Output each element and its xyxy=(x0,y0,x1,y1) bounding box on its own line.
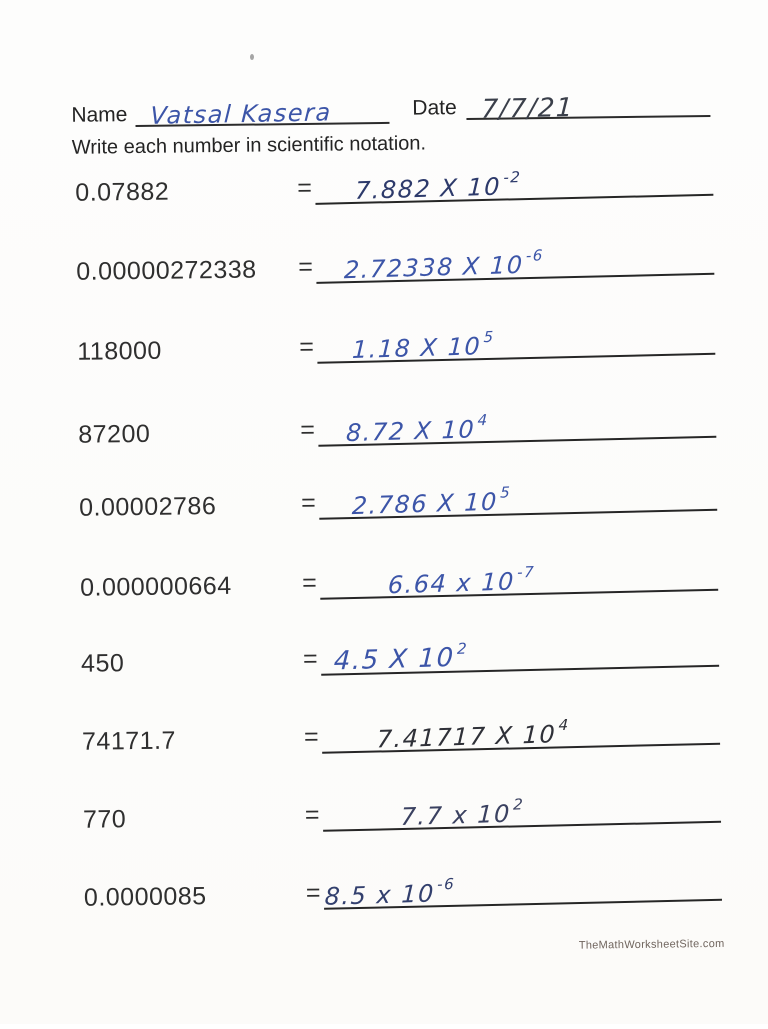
answer-value xyxy=(333,639,469,677)
problem-row xyxy=(0,230,766,287)
answer-main: 8.72 X 10 xyxy=(345,415,476,448)
answer-value xyxy=(387,562,536,600)
answer-exponent: 4 xyxy=(558,715,571,735)
problem-row xyxy=(6,856,768,913)
date-label: Date xyxy=(412,96,457,120)
answer-line xyxy=(317,317,716,364)
problem-number: 87200 xyxy=(78,419,151,449)
answer-value xyxy=(400,795,525,832)
answer-exponent: 2 xyxy=(512,795,525,814)
problem-number: 118000 xyxy=(77,336,163,366)
answer-line xyxy=(322,785,721,832)
answer-main: 7.882 X 10 xyxy=(354,172,502,205)
answer-value xyxy=(376,715,571,754)
site-credit: TheMathWorksheetSite.com xyxy=(578,937,725,952)
problem-row xyxy=(0,310,767,367)
equals-sign: = xyxy=(299,332,315,362)
equals-sign: = xyxy=(297,173,313,203)
problem-number: 450 xyxy=(80,649,125,678)
answer-line xyxy=(318,473,717,520)
answer-value xyxy=(351,483,512,521)
problem-number: 0.00002786 xyxy=(79,492,217,522)
answer-main: 8.5 x 10 xyxy=(324,879,436,911)
problem-number: 770 xyxy=(82,805,127,834)
answer-main: 4.5 X 10 xyxy=(333,642,456,677)
answer-line xyxy=(318,400,717,447)
answer-line xyxy=(321,707,720,754)
answer-exponent: -2 xyxy=(503,167,522,187)
equals-sign: = xyxy=(300,488,316,518)
problem-row xyxy=(5,778,768,835)
equals-sign: = xyxy=(301,568,317,598)
problem-number: 74171.7 xyxy=(81,726,177,756)
equals-sign: = xyxy=(303,722,319,752)
problem-number: 0.000000664 xyxy=(79,571,232,602)
answer-main: 2.786 X 10 xyxy=(351,487,499,521)
equals-sign: = xyxy=(298,252,314,282)
equals-sign: = xyxy=(302,644,318,674)
problem-number: 0.00000272338 xyxy=(76,255,257,286)
problem-row xyxy=(0,393,768,450)
problem-number: 0.07882 xyxy=(75,177,170,207)
instruction-text: Write each number in scientific notation. xyxy=(71,132,427,159)
problem-row xyxy=(0,151,765,208)
answer-value xyxy=(343,246,545,285)
answer-exponent: -7 xyxy=(516,562,536,582)
answer-value xyxy=(345,410,489,448)
answer-exponent: 5 xyxy=(483,327,495,347)
answer-line xyxy=(319,553,718,600)
answer-main: 2.72338 X 10 xyxy=(343,250,525,285)
answer-exponent: 2 xyxy=(456,639,469,658)
answer-line xyxy=(323,863,722,910)
answer-line xyxy=(316,237,715,284)
problem-row xyxy=(3,622,768,679)
problem-row xyxy=(1,466,768,523)
problem-number: 0.0000085 xyxy=(83,882,207,912)
answer-value xyxy=(351,327,495,365)
equals-sign: = xyxy=(304,800,320,829)
equals-sign: = xyxy=(305,878,321,907)
answer-exponent: -6 xyxy=(436,874,456,894)
answer-main: 1.18 X 10 xyxy=(351,332,482,365)
answer-exponent: 4 xyxy=(477,410,489,430)
problem-row xyxy=(4,700,768,757)
name-line xyxy=(135,82,389,130)
answer-main: 7.7 x 10 xyxy=(400,799,512,832)
answer-main: 7.41717 X 10 xyxy=(376,720,557,754)
answer-line xyxy=(315,158,714,205)
equals-sign: = xyxy=(300,415,316,445)
date-line xyxy=(466,75,710,125)
date-value: 7/7/21 xyxy=(480,92,575,125)
name-value: Vatsal Kasera xyxy=(149,98,333,130)
answer-value xyxy=(324,874,456,911)
answer-main: 6.64 x 10 xyxy=(387,567,516,600)
answer-line xyxy=(320,629,719,676)
name-label: Name xyxy=(71,103,128,127)
answer-exponent: 5 xyxy=(499,483,512,502)
answer-value xyxy=(354,167,522,205)
problem-row xyxy=(2,546,768,603)
answer-exponent: -6 xyxy=(525,246,545,265)
